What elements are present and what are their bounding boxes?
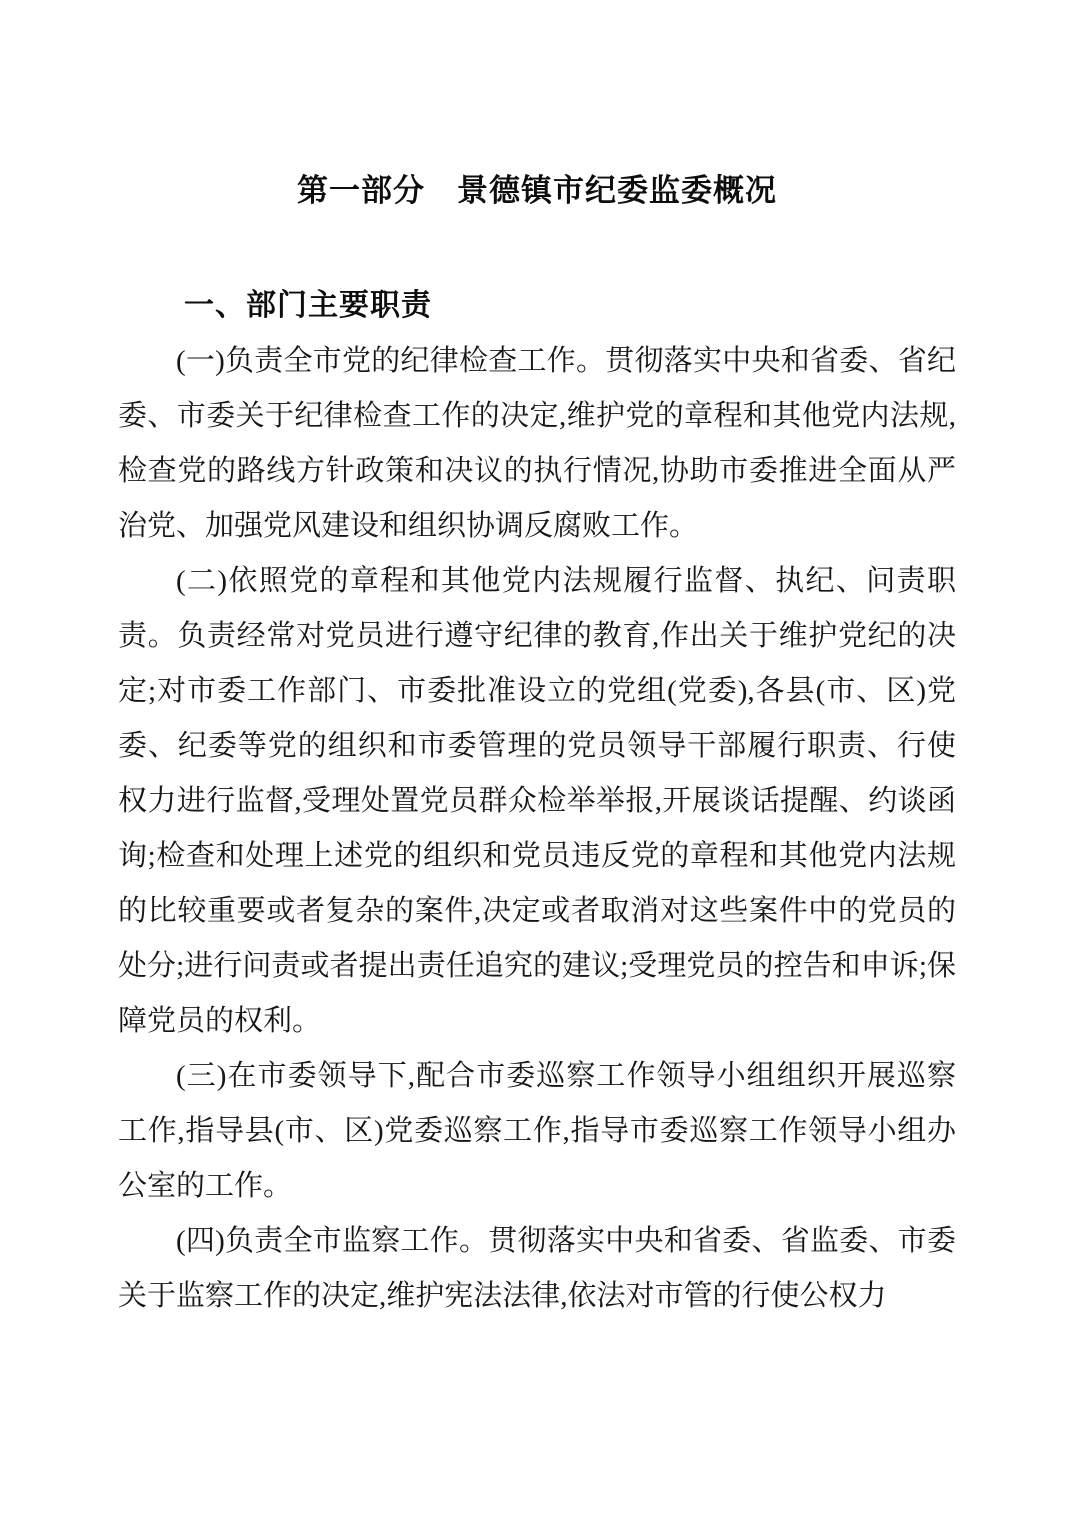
document-body — [118, 334, 956, 1324]
paragraph-duty-3: (三)在市委领导下,配合市委巡察工作领导小组组织开展巡察工作,指导县(市、区)党委巡察工作,指导市委巡察工作领导小组办公室的工作。 — [118, 1060, 956, 1202]
paragraph-duty-2: (二)依照党的章程和其他党内法规履行监督、执纪、问责职责。负责经常对党员进行遵守纪律的教育,作出关于维护党纪的决定;对市委工作部门、市委批准设立的党组(党委),各县(市、区)党委、纪委等党的组织和市委管理的党员领导干部履行职责、行使权力进行监督,受理处置党员群众检举举报,开展谈话提醒、约谈函询;检查和处理上述党的组织和党员违反党的章程和其他党内法规的比较重要或者复杂的案件,决定或者取消对这些案件中的党员的处分;进行问责或者提出责任追究的建议;受理党员的控告和申诉;保障党员的权利。 — [118, 565, 956, 1037]
paragraph-duty-4: (四)负责全市监察工作。贯彻落实中央和省委、省监委、市委关于监察工作的决定,维护宪法法律,依法对市管的行使公权力 — [118, 1225, 956, 1312]
paragraph-duty-1: (一)负责全市党的纪律检查工作。贯彻落实中央和省委、省纪委、市委关于纪律检查工作的决定,维护党的章程和其他党内法规,检查党的路线方针政策和决议的执行情况,协助市委推进全面从严治党、加强党风建设和组织协调反腐败工作。 — [118, 345, 956, 542]
document-title: 第一部分 景德镇市纪委监委概况 — [297, 173, 777, 208]
section-heading-main-duties: 一、部门主要职责 — [184, 289, 432, 322]
